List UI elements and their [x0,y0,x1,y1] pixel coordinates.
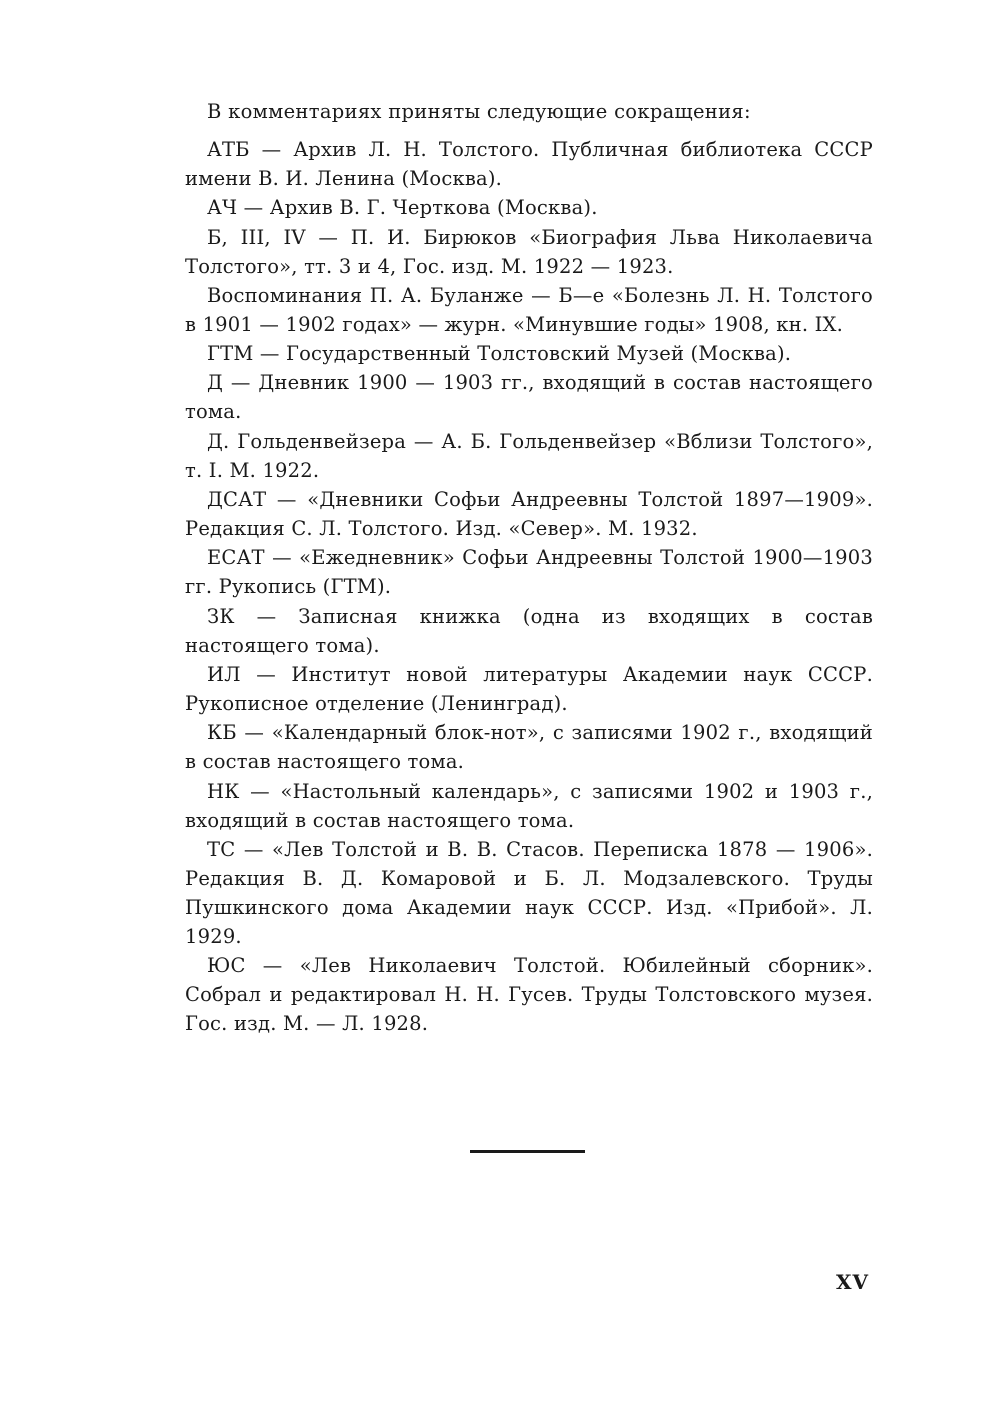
abbreviation-entry-d: Д — Дневник 1900 — 1903 гг., входящий в состав настоящего тома. [185,371,873,424]
abbreviation-entry-bulanzhe: Воспоминания П. А. Буланже — Б—е «Болезнь Л. Н. Толстого в 1901 — 1902 годах» — журн. «Минувшие годы» 1908, кн. IX. [185,283,873,336]
abbreviation-entry-esat: ЕСАТ — «Ежедневник» Софьи Андреевны Толстой 1900—1903 гг. Рукопись (ГТМ). [185,546,873,599]
abbreviation-entry-nk: НК — «Настольный календарь», с записями 1902 и 1903 г., входящий в состав настоящего тома. [185,779,873,832]
abbreviations-section [185,97,873,1038]
abbreviation-entry-ts: ТС — «Лев Толстой и В. В. Стасов. Переписка 1878 — 1906». Редакция В. Д. Комаровой и Б. Л. Модзалевского. Труды Пушкинского дома Академии наук СССР. Изд. «Прибой». Л. 1929. [185,837,873,948]
abbreviation-entry-zk: ЗК — Записная книжка (одна из входящих в состав настоящего тома). [185,604,873,657]
abbreviation-entry-kb: КБ — «Календарный блок-нот», с записями 1902 г., входящий в состав настоящего тома. [185,721,873,774]
abbreviation-entry-b: Б, III, IV — П. И. Бирюков «Биография Льва Николаевича Толстого», тт. 3 и 4, Гос. изд. М. 1922 — 1923. [185,225,873,278]
section-divider [470,1150,585,1153]
page-number: XV [836,1270,870,1294]
abbreviation-entry-il: ИЛ — Институт новой литературы Академии наук СССР. Рукописное отделение (Ленинград). [185,662,873,715]
abbreviation-entry-goldenveizer: Д. Гольденвейзера — А. Б. Гольденвейзер «Вблизи Толстого», т. I. М. 1922. [185,429,873,482]
abbreviation-entry-gtm: ГТМ — Государственный Толстовский Музей (Москва). [207,342,792,366]
abbreviation-entry-dsat: ДСАТ — «Дневники Софьи Андреевны Толстой 1897—1909». Редакция С. Л. Толстого. Изд. «Север». М. 1932. [185,488,873,541]
abbreviation-entry-ach: АЧ — Архив В. Г. Черткова (Москва). [207,196,598,220]
abbreviation-entry-atb: АТБ — Архив Л. Н. Толстого. Публичная библиотека СССР имени В. И. Ленина (Москва). [185,138,873,190]
intro-text: В комментариях приняты следующие сокращения: [207,100,751,123]
abbreviation-entry-yus: ЮС — «Лев Николаевич Толстой. Юбилейный сборник». Собрал и редактировал Н. Н. Гусев. Труды Толстовского музея. Гос. изд. М. — Л. 1928. [185,954,873,1036]
